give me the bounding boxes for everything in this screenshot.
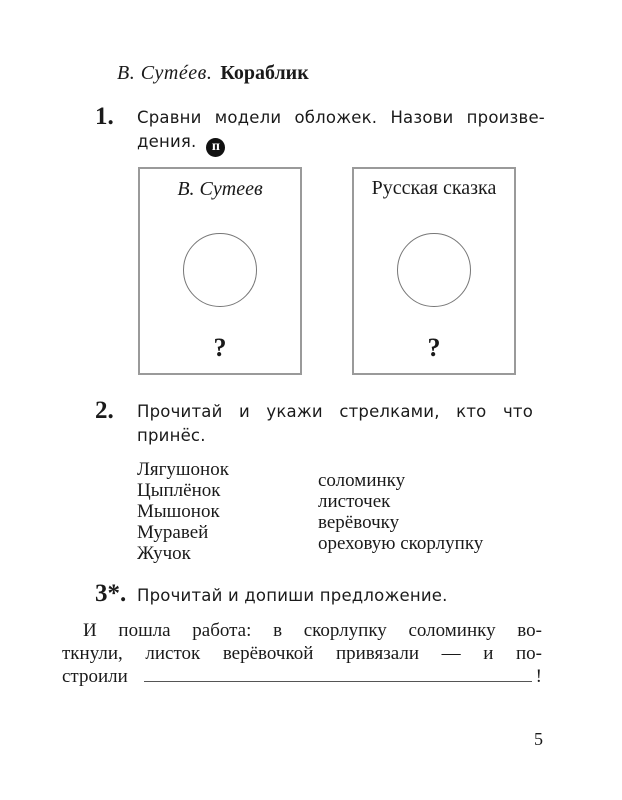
paragraph-line-3 [62,665,542,688]
item-entry[interactable]: верёвочку [318,512,400,533]
task-2-line-2: принёс. [137,426,206,445]
word: работа: [192,620,252,641]
task-1-number: 1. [95,103,114,130]
character-item[interactable]: Цыплёнок [137,480,221,501]
word: соломинку [408,620,496,641]
exclamation-mark: ! [535,666,542,687]
question-mark: ? [213,333,227,362]
task-1-instruction [137,106,547,157]
task-1-line-1 [137,106,545,130]
word: — [441,643,461,664]
word: листок [145,643,201,664]
book-cover-model-left [138,167,302,375]
work-title: Кораблик [220,62,309,84]
item-entry[interactable]: ореховую скорлупку [318,533,484,554]
word: Прочитай [137,402,223,421]
character-item[interactable]: Муравей [137,522,209,543]
word: верёвочкой [222,643,314,664]
task-2-number: 2. [95,397,114,424]
item-entry[interactable]: листочек [318,491,391,512]
character-item[interactable]: Жучок [137,543,191,564]
word: и [238,402,250,421]
question-mark: ? [427,333,441,362]
task-3-number: 3*. [95,580,127,607]
item-entry[interactable]: соломинку [318,470,406,491]
circle-shape-icon [397,233,471,307]
word: и [483,643,494,664]
task-2-instruction [137,400,533,448]
paragraph-line-2 [62,642,542,665]
pair-work-badge-icon: п [206,138,225,157]
word: Сравни [137,108,202,127]
word: кто [456,402,487,421]
word: укажи [266,402,323,421]
word: Назови [390,108,454,127]
word: что [502,402,533,421]
word: ткнули, [62,643,123,664]
task-3-instruction: Прочитай и допиши предложение. [137,586,448,605]
task-1-line-2 [137,130,547,157]
word: скорлупку [303,620,387,641]
author-name: В. Сутéев. [117,62,213,84]
word: стрелками, [339,402,440,421]
character-item[interactable]: Лягушонок [137,459,229,480]
word: произве- [466,108,545,127]
word: модели [214,108,282,127]
word: по- [515,643,542,664]
word: привязали [335,643,420,664]
word: обложек. [294,108,378,127]
cover-title: В. Сутеев [177,178,263,200]
paragraph-line-1 [83,619,542,642]
answer-blank-line[interactable] [144,665,532,682]
section-title [117,62,309,85]
word: И [83,620,97,641]
word: в [273,620,283,641]
task-2-line-1 [137,400,533,424]
cover-title: Русская сказка [371,177,497,199]
items-list [318,470,483,554]
word: строили [62,666,128,687]
word: во- [517,620,542,641]
word: дения. [137,132,197,151]
page-number: 5 [534,729,543,749]
circle-shape-icon [183,233,257,307]
book-cover-model-right [352,167,516,375]
character-item[interactable]: Мышонок [137,501,220,522]
characters-list [137,459,229,564]
word: пошла [118,620,171,641]
